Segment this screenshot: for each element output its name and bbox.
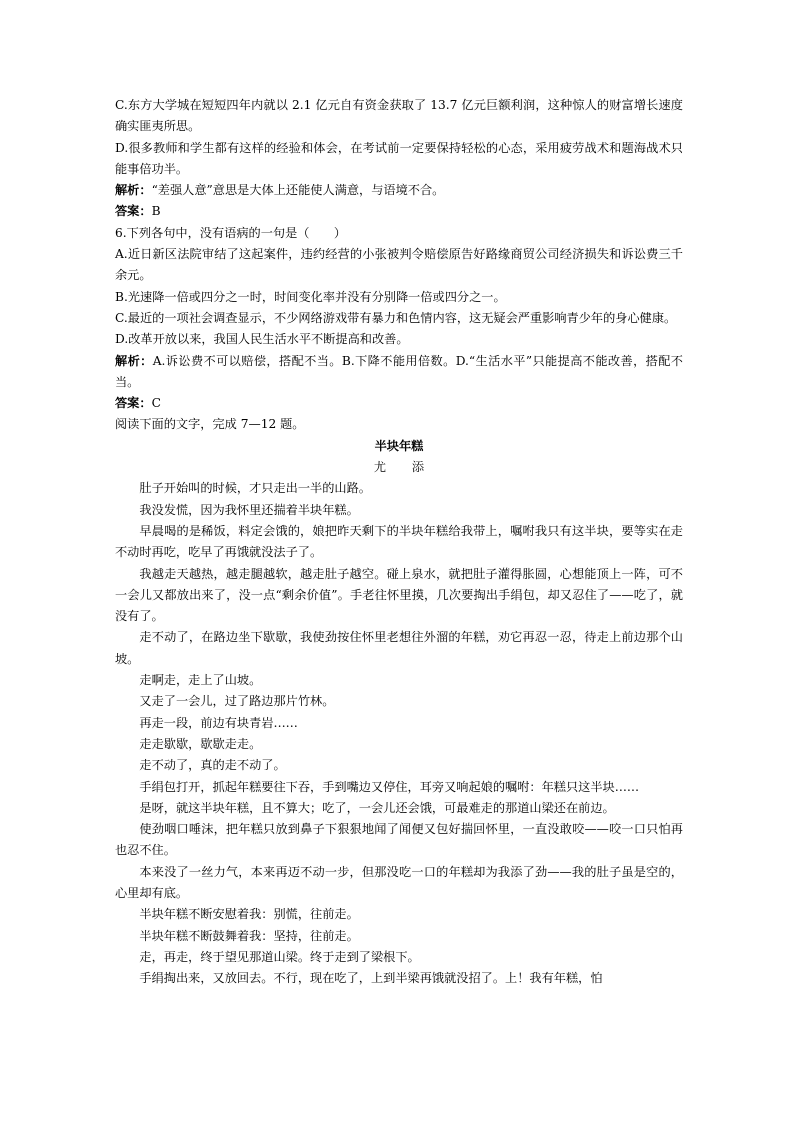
analysis-5 bbox=[115, 180, 683, 201]
answer-text: B bbox=[151, 204, 161, 219]
story-title: 半块年糕 bbox=[374, 438, 424, 453]
analysis-label: 解析： bbox=[115, 353, 153, 368]
answer-label: 答案： bbox=[115, 204, 152, 219]
story-paragraph: 我没发慌，因为我怀里还揣着半块年糕。 bbox=[139, 502, 359, 517]
option-d-continued: D.很多教师和学生都有这样的经验和体会，在考试前一定要保持轻松的心态，采用疲劳战术和题海战术只能事倍功半。 bbox=[115, 140, 683, 176]
story-paragraph: 我越走天越热，越走腿越软，越走肚子越空。碰上泉水，就把肚子灌得胀圆，心想能顶上一阵，可不一会儿又都放出来了，没一点“剩余价值”。手老往怀里摸，几次要掏出手绢包，却又忍住了——吃了，就没有了。 bbox=[115, 566, 683, 624]
answer-5 bbox=[115, 201, 683, 222]
question-6-option-d: D.改革开放以来，我国人民生活水平不断提高和改善。 bbox=[115, 332, 409, 347]
document-page bbox=[115, 95, 683, 989]
answer-label: 答案： bbox=[115, 396, 152, 411]
analysis-label: 解析： bbox=[115, 183, 152, 198]
story-paragraph: 走不动了，真的走不动了。 bbox=[139, 758, 286, 773]
question-6-option-c: C.最近的一项社会调查显示，不少网络游戏带有暴力和色情内容，这无疑会严重影响青少年的身心健康。 bbox=[115, 310, 677, 325]
analysis-text: A.诉讼费不可以赔偿，搭配不当。B.下降不能用倍数。D.“生活水平”只能提高不能改善，搭配不当。 bbox=[115, 353, 683, 389]
reading-instruction: 阅读下面的文字，完成 7—12 题。 bbox=[115, 417, 305, 432]
story-paragraph: 再走一段，前边有块青岩…… bbox=[139, 715, 298, 730]
question-6-option-b: B.光速降一倍或四分之一时，时间变化率并没有分别降一倍或四分之一。 bbox=[115, 289, 506, 304]
story-paragraph: 半块年糕不断鼓舞着我：坚持，往前走。 bbox=[139, 928, 359, 943]
story-paragraph: 走走歇歇，歇歇走走。 bbox=[139, 736, 262, 751]
story-paragraph: 手绢掏出来，又放回去。不行，现在吃了，上到半梁再饿就没招了。上！我有年糕，怕 bbox=[139, 971, 603, 986]
story-paragraph: 使劲咽口唾沫，把年糕只放到鼻子下狠狠地闻了闻便又包好揣回怀里，一直没敢咬——咬一口只怕再也忍不住。 bbox=[115, 822, 683, 858]
story-paragraph: 走，再走，终于望见那道山梁。终于走到了梁根下。 bbox=[139, 949, 420, 964]
option-c-continued: C.东方大学城在短短四年内就以 2.1 亿元自有资金获取了 13.7 亿元巨额利润，这种惊人的财富增长速度确实匪夷所思。 bbox=[115, 98, 683, 134]
analysis-text: “差强人意”意思是大体上还能使人满意，与语境不合。 bbox=[151, 183, 445, 198]
story-paragraph: 本来没了一丝力气，本来再迈不动一步，但那没吃一口的年糕却为我添了劲——我的肚子虽是空的，心里却有底。 bbox=[115, 864, 683, 900]
story-paragraph: 手绢包打开，抓起年糕要往下吞，手到嘴边又停住，耳旁又响起娘的嘱咐：年糕只这半块…… bbox=[139, 779, 640, 794]
story-paragraph: 是呀，就这半块年糕，且不算大；吃了，一会儿还会饿，可最难走的那道山梁还在前边。 bbox=[139, 800, 615, 815]
answer-text: C bbox=[151, 396, 161, 411]
story-paragraph: 走啊走，走上了山坡。 bbox=[139, 673, 262, 688]
story-paragraph: 走不动了，在路边坐下歇歇，我使劲按住怀里老想往外溜的年糕，劝它再忍一忍，待走上前边那个山坡。 bbox=[115, 630, 683, 666]
question-6-option-a: A.近日新区法院审结了这起案件，违约经营的小张被判令赔偿原告好路缘商贸公司经济损失和诉讼费三千余元。 bbox=[115, 247, 683, 283]
question-6: 6.下列各句中，没有语病的一句是（ ） bbox=[115, 225, 347, 240]
answer-6 bbox=[115, 393, 683, 414]
analysis-6 bbox=[115, 351, 683, 394]
story-paragraph: 又走了一会儿，过了路边那片竹林。 bbox=[139, 694, 335, 709]
story-author: 尤 添 bbox=[373, 460, 436, 475]
story-paragraph: 半块年糕不断安慰着我：别慌，往前走。 bbox=[139, 907, 359, 922]
story-paragraph: 肚子开始叫的时候，才只走出一半的山路。 bbox=[139, 481, 371, 496]
story-paragraph: 早晨喝的是稀饭，料定会饿的，娘把昨天剩下的半块年糕给我带上，嘱咐我只有这半块，要等实在走不动时再吃，吃早了再饿就没法子了。 bbox=[115, 523, 683, 560]
